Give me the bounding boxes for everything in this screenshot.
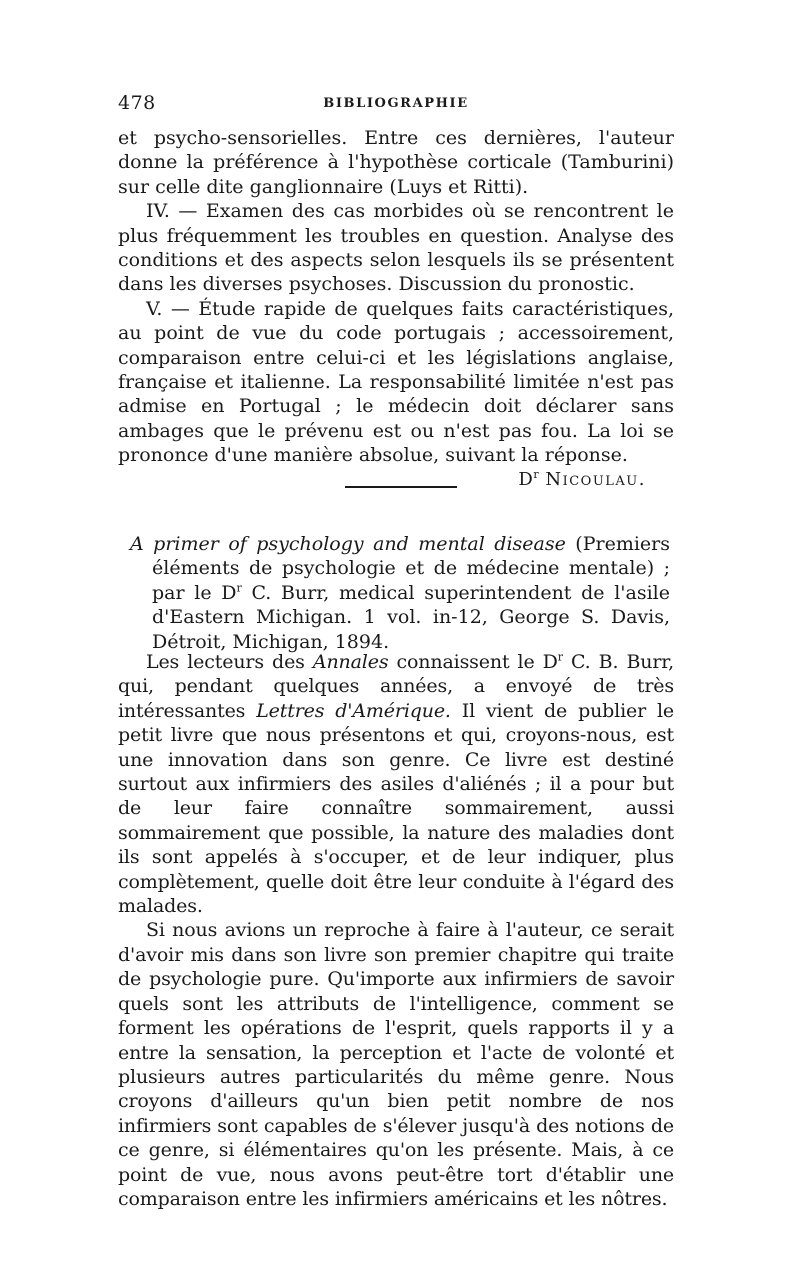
review-text-c: C. B. Burr, qui, pendant quelques années, a envoyé de très intéressantes xyxy=(118,651,675,722)
review-body xyxy=(118,650,674,1211)
signature-sup: r xyxy=(533,467,540,481)
reference-text-2: C. Burr, medical superintendent de l'asile d'Eastern Michigan. 1 vol. in-12, George S. Davis, Détroit, Michigan, 1894. xyxy=(152,581,670,653)
signature-name: Nicoulau. xyxy=(545,468,646,490)
section-continuation xyxy=(118,126,674,492)
section-divider xyxy=(345,486,457,488)
review-paragraph-1 xyxy=(118,650,674,918)
review-text-a: Les lecteurs des xyxy=(146,651,313,673)
paragraph-section-v: V. — Étude rapide de quelques faits caractéristiques, au point de vue du code portugais ; accessoirement, comparaison entre celui-ci et les législations anglaise, française et italienne. La responsabilité limitée n'est pas admise en Portugal ; le médecin doit déclarer sans ambages que le prévenu est ou n'est pas fou. La loi se prononce d'une manière absolue, suivant la réponse. xyxy=(118,297,674,467)
bibliographic-reference xyxy=(130,532,670,654)
page-header xyxy=(118,92,674,116)
reference-sup: r xyxy=(236,581,242,595)
review-sup: r xyxy=(557,650,563,664)
paragraph-section-iv: IV. — Examen des cas morbides où se rencontrent le plus fréquemment les troubles en question. Analyse des conditions et des aspects selon lesquels ils se présentent dans les diverses psychoses. Discussion du pronostic. xyxy=(118,200,674,296)
page-number: 478 xyxy=(118,92,156,114)
reference-title: A primer of psychology and mental disease xyxy=(130,533,566,555)
signature-prefix: D xyxy=(518,468,534,490)
reference-entry xyxy=(130,532,670,654)
reference-text-1: (Premiers éléments de psychologie et de médecine mentale) ; par le D xyxy=(152,533,671,604)
paragraph-continuation: et psycho-sensorielles. Entre ces dernières, l'auteur donne la préférence à l'hypothèse corticale (Tamburini) sur celle dite ganglionnaire (Luys et Ritti). xyxy=(118,127,674,198)
running-head: BIBLIOGRAPHIE xyxy=(323,96,469,111)
review-italic-annales: Annales xyxy=(312,651,389,673)
review-paragraph-2: Si nous avions un reproche à faire à l'auteur, ce serait d'avoir mis dans son livre son premier chapitre qui traite de psychologie pure. Qu'importe aux infirmiers de savoir quels sont les attributs de l'intelligence, comment se forment les opérations de l'esprit, quels rapports il y a entre la sensation, la perception et l'acte de volonté et plusieurs autres particularités du même genre. Nous croyons d'ailleurs qu'un bien petit nombre de nos infirmiers sont capables de s'élever jusqu'à des notions de ce genre, si élémentaires qu'on les présente. Mais, à ce point de vue, nous avons peut-être tort d'établir une comparaison entre les infirmiers américains et les nôtres. xyxy=(118,919,674,1210)
review-italic-lettres: Lettres d'Amérique. xyxy=(256,699,451,722)
review-text-d: Il vient de publier le petit livre que nous présentons et qui, croyons-nous, est une innovation dans son genre. Ce livre est destiné surtout aux infirmiers des asiles d'aliénés ; il a pour but de leur faire connaître sommairement, aussi sommairement que possible, la nature des maladies dont ils sont appelés à s'occuper, et de leur indiquer, plus complètement, quelle doit être leur conduite à l'égard des malades. xyxy=(118,699,674,918)
author-signature xyxy=(118,468,674,492)
review-text-b: connaissent le D xyxy=(388,651,558,673)
